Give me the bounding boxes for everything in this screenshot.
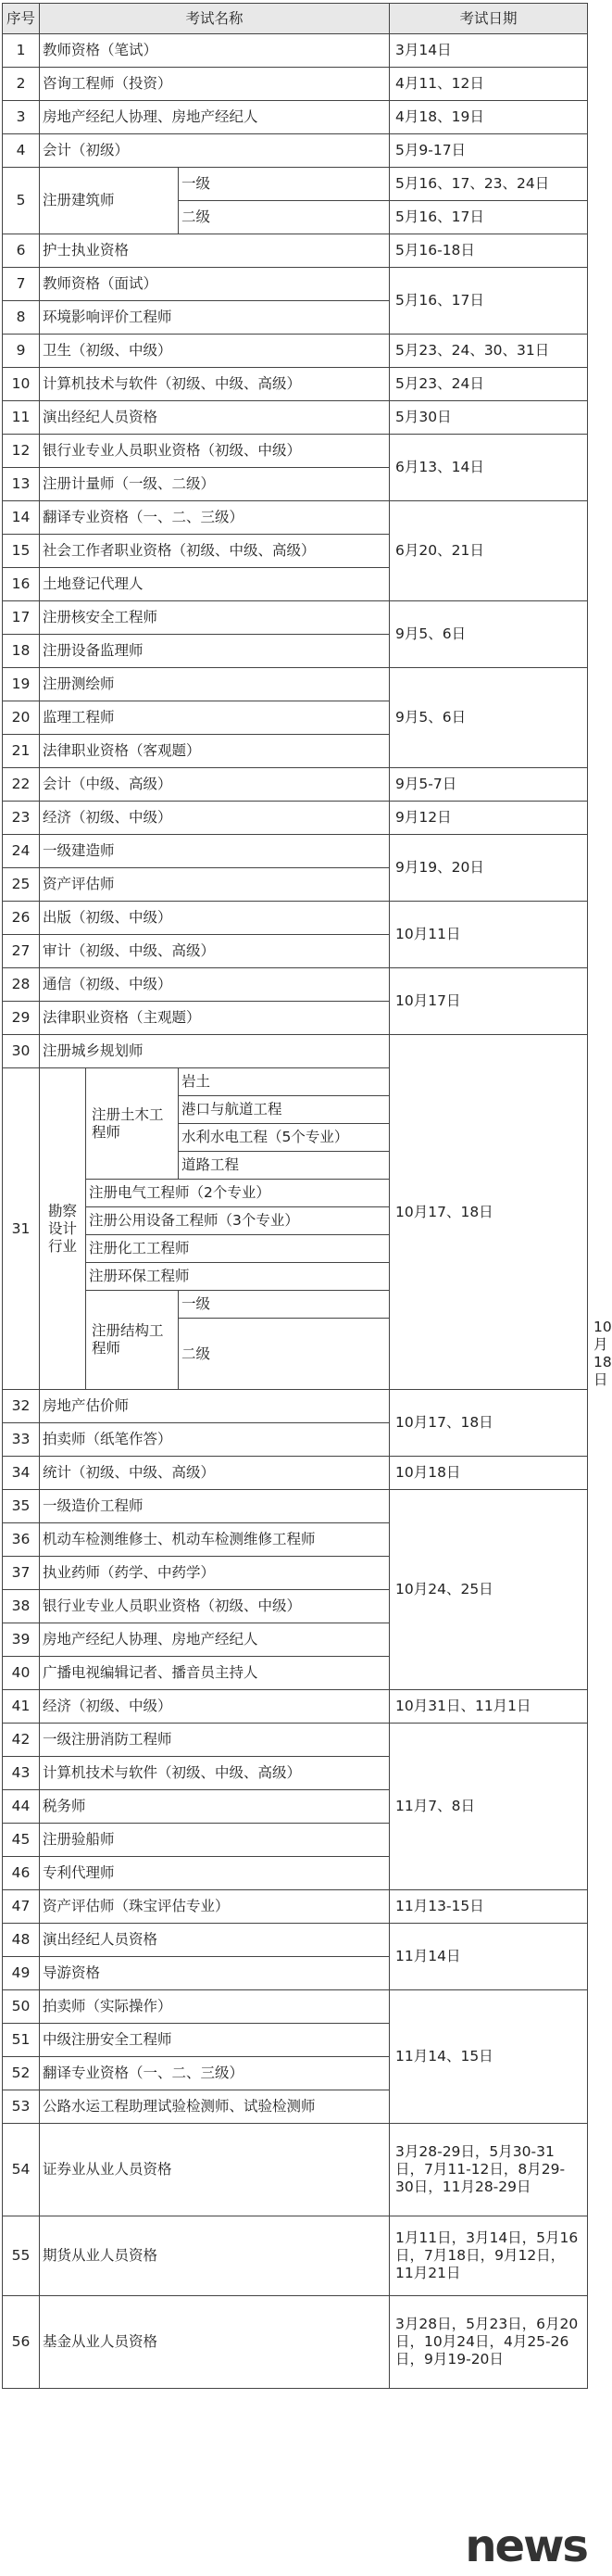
table-row (3, 835, 588, 868)
category-cell: 勘察 设计 行业 (40, 1068, 86, 1390)
row-sub: 岩土 (179, 1068, 390, 1096)
row-no: 11 (3, 401, 40, 435)
row-name: 注册化工工程师 (86, 1235, 390, 1263)
row-name: 社会工作者职业资格（初级、中级、高级） (40, 535, 390, 568)
row-no: 41 (3, 1690, 40, 1724)
row-no: 34 (3, 1457, 40, 1490)
row-no: 29 (3, 1002, 40, 1035)
table-row (3, 34, 588, 68)
row-no: 10 (3, 368, 40, 401)
row-date: 5月30日 (390, 401, 588, 435)
row-no: 27 (3, 935, 40, 968)
row-date: 9月5、6日 (390, 668, 588, 768)
row-name: 一级建造师 (40, 835, 390, 868)
row-name: 会计（初级） (40, 134, 390, 168)
row-name: 广播电视编辑记者、播音员主持人 (40, 1657, 390, 1690)
row-date: 9月5-7日 (390, 768, 588, 802)
row-date: 3月28日，5月23日，6月20日，10月24日，4月25-26日，9月19-20日 (390, 2296, 588, 2389)
table-row (3, 101, 588, 134)
row-name: 咨询工程师（投资） (40, 68, 390, 101)
row-no: 12 (3, 435, 40, 468)
table-row (3, 768, 588, 802)
row-no: 33 (3, 1423, 40, 1457)
row-date: 4月11、12日 (390, 68, 588, 101)
table-row (3, 1924, 588, 1957)
table-row (3, 1724, 588, 1757)
row-no: 21 (3, 735, 40, 768)
row-name: 拍卖师（纸笔作答） (40, 1423, 390, 1457)
row-no: 2 (3, 68, 40, 101)
structural-engineer-cell: 注册结构工 程师 (86, 1291, 179, 1390)
row-date: 5月16、17、23、24日 (390, 168, 588, 201)
row-name: 注册环保工程师 (86, 1263, 390, 1291)
row-name: 期货从业人员资格 (40, 2216, 390, 2296)
row-no: 23 (3, 802, 40, 835)
row-name: 中级注册安全工程师 (40, 2024, 390, 2057)
row-name: 注册电气工程师（2个专业） (86, 1180, 390, 1207)
table-row (3, 268, 588, 301)
row-name: 教师资格（笔试） (40, 34, 390, 68)
row-no: 37 (3, 1557, 40, 1590)
civil-engineer-cell: 注册土木工 程师 (86, 1068, 179, 1180)
table-row (3, 1457, 588, 1490)
news-watermark-logo: news (465, 2520, 587, 2572)
row-name: 计算机技术与软件（初级、中级、高级） (40, 368, 390, 401)
table-row (3, 134, 588, 168)
row-name: 资产评估师 (40, 868, 390, 902)
row-name: 证券业从业人员资格 (40, 2124, 390, 2216)
table-row (3, 2296, 588, 2389)
table-row (3, 335, 588, 368)
table-row (3, 368, 588, 401)
row-no: 8 (3, 301, 40, 335)
row-sub: 道路工程 (179, 1152, 390, 1180)
row-no: 9 (3, 335, 40, 368)
table-row (3, 168, 588, 201)
row-date: 10月18日 (390, 1457, 588, 1490)
row-date: 5月9-17日 (390, 134, 588, 168)
row-name: 环境影响评价工程师 (40, 301, 390, 335)
row-date: 5月23、24、30、31日 (390, 335, 588, 368)
row-no: 28 (3, 968, 40, 1002)
header-date: 考试日期 (390, 4, 588, 34)
row-name: 翻译专业资格（一、二、三级） (40, 501, 390, 535)
exam-schedule-table (2, 3, 612, 2389)
row-no: 17 (3, 601, 40, 635)
row-date: 10月17日 (390, 968, 588, 1035)
row-no: 20 (3, 701, 40, 735)
row-name: 导游资格 (40, 1957, 390, 1990)
table-row (3, 601, 588, 635)
row-no: 31 (3, 1068, 40, 1390)
table-row: 二级 10月18日 (3, 1319, 588, 1390)
row-no: 35 (3, 1490, 40, 1523)
row-date: 5月16-18日 (390, 234, 588, 268)
table-row (3, 2216, 588, 2296)
row-name: 公路水运工程助理试验检测师、试验检测师 (40, 2090, 390, 2124)
row-no: 7 (3, 268, 40, 301)
row-name: 统计（初级、中级、高级） (40, 1457, 390, 1490)
row-name: 演出经纪人员资格 (40, 1924, 390, 1957)
row-date: 10月24、25日 (390, 1490, 588, 1690)
row-date: 10月17、18日 (390, 1390, 588, 1457)
row-no: 1 (3, 34, 40, 68)
table-row (3, 68, 588, 101)
table-row (3, 1690, 588, 1724)
row-date: 3月28-29日，5月30-31日，7月11-12日，8月29-30日，11月28-29日 (390, 2124, 588, 2216)
row-name: 通信（初级、中级） (40, 968, 390, 1002)
row-no: 55 (3, 2216, 40, 2296)
row-no: 54 (3, 2124, 40, 2216)
table-row (3, 501, 588, 535)
row-name: 注册测绘师 (40, 668, 390, 701)
row-name: 专利代理师 (40, 1857, 390, 1890)
row-sub: 一级 (179, 168, 390, 201)
row-no: 13 (3, 468, 40, 501)
row-name: 一级注册消防工程师 (40, 1724, 390, 1757)
table-row (3, 668, 588, 701)
row-name: 拍卖师（实际操作） (40, 1990, 390, 2024)
row-name: 翻译专业资格（一、二、三级） (40, 2057, 390, 2090)
table-row (3, 1035, 588, 1068)
header-row (3, 4, 588, 34)
row-sub: 二级 (179, 201, 390, 234)
row-name: 教师资格（面试） (40, 268, 390, 301)
row-name: 基金从业人员资格 (40, 2296, 390, 2389)
row-date: 11月14日 (390, 1924, 588, 1990)
row-name: 资产评估师（珠宝评估专业） (40, 1890, 390, 1924)
table-row (3, 902, 588, 935)
header-name: 考试名称 (40, 4, 390, 34)
row-name: 计算机技术与软件（初级、中级、高级） (40, 1757, 390, 1790)
row-name: 房地产经纪人协理、房地产经纪人 (40, 101, 390, 134)
row-name: 法律职业资格（客观题） (40, 735, 390, 768)
row-name: 执业药师（药学、中药学） (40, 1557, 390, 1590)
row-no: 49 (3, 1957, 40, 1990)
row-no: 18 (3, 635, 40, 668)
row-no: 46 (3, 1857, 40, 1890)
row-name: 审计（初级、中级、高级） (40, 935, 390, 968)
row-no: 47 (3, 1890, 40, 1924)
row-no: 16 (3, 568, 40, 601)
table-row (3, 401, 588, 435)
row-no: 44 (3, 1790, 40, 1824)
row-name: 出版（初级、中级） (40, 902, 390, 935)
row-name: 房地产估价师 (40, 1390, 390, 1423)
row-date: 5月16、17日 (390, 201, 588, 234)
table-row (3, 802, 588, 835)
row-name: 银行业专业人员职业资格（初级、中级） (40, 435, 390, 468)
table-row (3, 1490, 588, 1523)
row-no: 4 (3, 134, 40, 168)
row-name: 一级造价工程师 (40, 1490, 390, 1523)
row-name: 注册公用设备工程师（3个专业） (86, 1207, 390, 1235)
row-no: 6 (3, 234, 40, 268)
row-no: 52 (3, 2057, 40, 2090)
row-date: 4月18、19日 (390, 101, 588, 134)
row-name: 演出经纪人员资格 (40, 401, 390, 435)
row-no: 48 (3, 1924, 40, 1957)
table-row (3, 1890, 588, 1924)
row-date: 11月14、15日 (390, 1990, 588, 2124)
row-name: 税务师 (40, 1790, 390, 1824)
row-no: 36 (3, 1523, 40, 1557)
row-no: 50 (3, 1990, 40, 2024)
row-no: 53 (3, 2090, 40, 2124)
row-date: 11月7、8日 (390, 1724, 588, 1890)
row-name: 注册城乡规划师 (40, 1035, 390, 1068)
row-no: 43 (3, 1757, 40, 1790)
table-row (3, 234, 588, 268)
row-date: 6月20、21日 (390, 501, 588, 601)
row-sub: 水利水电工程（5个专业） (179, 1124, 390, 1152)
row-no: 15 (3, 535, 40, 568)
row-no: 42 (3, 1724, 40, 1757)
table-row (3, 1390, 588, 1423)
header-no: 序号 (3, 4, 40, 34)
row-date: 10月11日 (390, 902, 588, 968)
table-row (3, 435, 588, 468)
table-row (3, 968, 588, 1002)
row-date: 3月14日 (390, 34, 588, 68)
row-name: 土地登记代理人 (40, 568, 390, 601)
row-name: 会计（中级、高级） (40, 768, 390, 802)
row-name: 注册计量师（一级、二级） (40, 468, 390, 501)
row-name: 经济（初级、中级） (40, 802, 390, 835)
row-no: 5 (3, 168, 40, 234)
row-no: 56 (3, 2296, 40, 2389)
row-date: 11月13-15日 (390, 1890, 588, 1924)
row-sub: 二级 (179, 1319, 390, 1390)
row-date: 5月23、24日 (390, 368, 588, 401)
row-date: 9月12日 (390, 802, 588, 835)
row-sub: 一级 (179, 1291, 390, 1319)
row-no: 51 (3, 2024, 40, 2057)
row-no: 3 (3, 101, 40, 134)
row-no: 32 (3, 1390, 40, 1423)
row-no: 24 (3, 835, 40, 868)
row-name: 机动车检测维修士、机动车检测维修工程师 (40, 1523, 390, 1557)
row-no: 30 (3, 1035, 40, 1068)
table-row (3, 2124, 588, 2216)
row-no: 14 (3, 501, 40, 535)
row-no: 26 (3, 902, 40, 935)
row-name: 注册建筑师 (40, 168, 179, 234)
row-name: 注册设备监理师 (40, 635, 390, 668)
row-name: 注册核安全工程师 (40, 601, 390, 635)
row-name: 银行业专业人员职业资格（初级、中级） (40, 1590, 390, 1623)
row-date: 6月13、14日 (390, 435, 588, 501)
row-no: 22 (3, 768, 40, 802)
row-date: 1月11日，3月14日，5月16日，7月18日，9月12日，11月21日 (390, 2216, 588, 2296)
row-date: 10月31日、11月1日 (390, 1690, 588, 1724)
row-date: 9月5、6日 (390, 601, 588, 668)
row-date: 5月16、17日 (390, 268, 588, 335)
row-name: 卫生（初级、中级） (40, 335, 390, 368)
row-no: 45 (3, 1824, 40, 1857)
row-name: 法律职业资格（主观题） (40, 1002, 390, 1035)
row-date: 9月19、20日 (390, 835, 588, 902)
row-name: 经济（初级、中级） (40, 1690, 390, 1724)
row-name: 监理工程师 (40, 701, 390, 735)
row-no: 25 (3, 868, 40, 902)
row-no: 38 (3, 1590, 40, 1623)
row-no: 39 (3, 1623, 40, 1657)
row-date: 10月17、18日 (390, 1035, 588, 1390)
row-sub: 港口与航道工程 (179, 1096, 390, 1124)
row-name: 注册验船师 (40, 1824, 390, 1857)
row-name: 护士执业资格 (40, 234, 390, 268)
table-row (3, 1990, 588, 2024)
row-no: 40 (3, 1657, 40, 1690)
row-name: 房地产经纪人协理、房地产经纪人 (40, 1623, 390, 1657)
row-no: 19 (3, 668, 40, 701)
